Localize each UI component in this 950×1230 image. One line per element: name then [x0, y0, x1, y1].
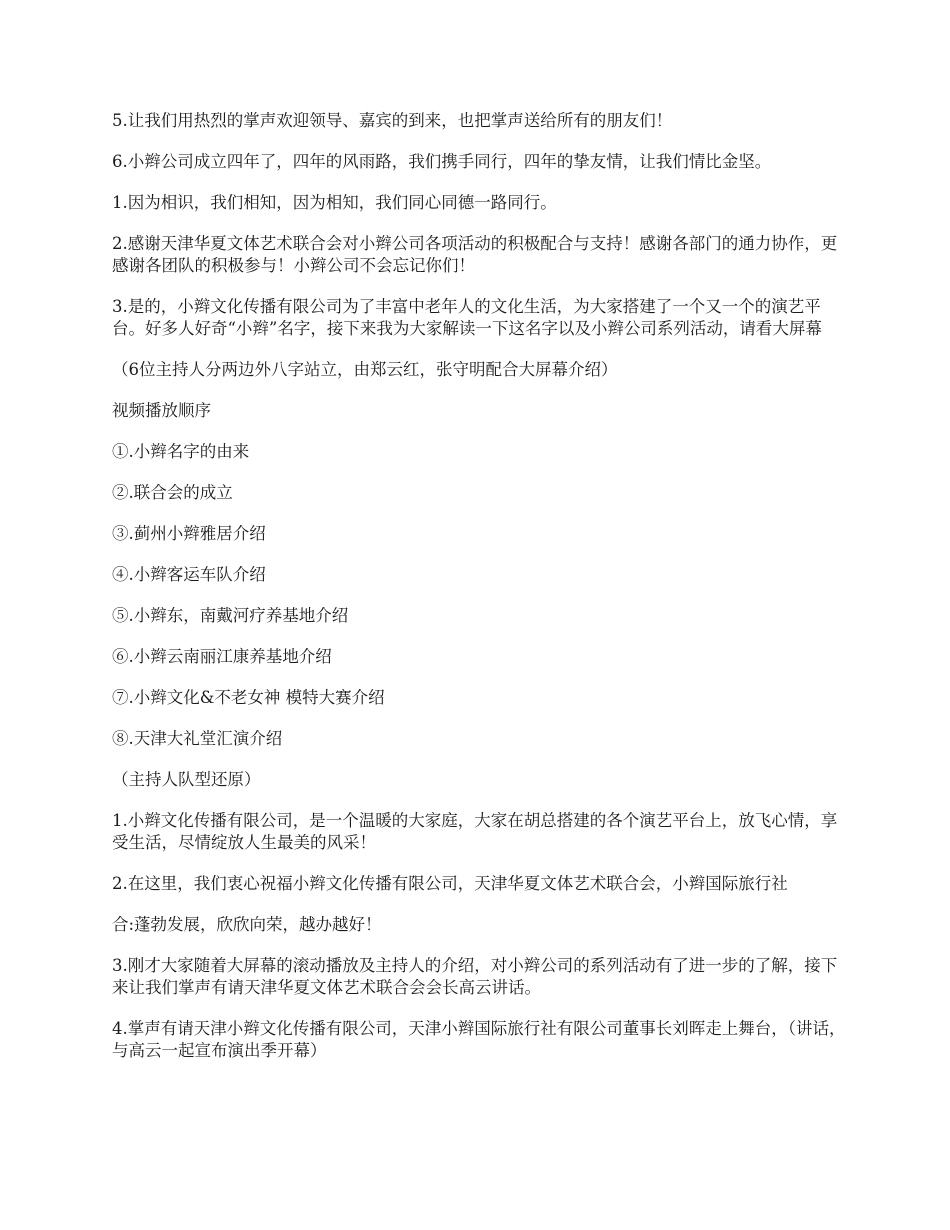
paragraph-video-order-heading: 视频播放顺序	[112, 401, 211, 420]
list-item-video-4: ④.小辫客运车队介绍	[112, 565, 266, 584]
paragraph-chorus: 合:蓬勃发展，欣欣向荣，越办越好！	[112, 915, 382, 934]
paragraph-four-years: 6.小辫公司成立四年了，四年的风雨路，我们携手同行，四年的挚友情，让我们情比金坚。	[112, 152, 772, 171]
list-item-video-1: ①.小辫名字的由来	[112, 442, 250, 461]
paragraph-company-intro: 3.是的，小辫文化传播有限公司为了丰富中老年人的文化生活，为大家搭建了一个又一个的演艺平台。好多人好奇“小辫”名字，接下来我为大家解读一下这名字以及小辫公司系列活动，请看大屏幕	[112, 297, 822, 338]
paragraph-invite-chairman: 4.掌声有请天津小辫文化传播有限公司，天津小辫国际旅行社有限公司董事长刘晖走上舞台，（讲话，与高云一起宣布演出季开幕）	[112, 1019, 846, 1060]
paragraph-blessing: 2.在这里，我们衷心祝福小辫文化传播有限公司，天津华夏文体艺术联合会，小辫国际旅行社	[112, 874, 788, 893]
paragraph-stage-direction-restore: （主持人队型还原）	[112, 770, 261, 789]
list-item-video-2: ②.联合会的成立	[112, 483, 233, 502]
document-page	[112, 110, 848, 1081]
paragraph-invite-gaoyun: 3.刚才大家随着大屏幕的滚动播放及主持人的介绍，对小辫公司的系列活动有了进一步的了解，接下来让我们掌声有请天津华夏文体艺术联合会会长高云讲话。	[112, 956, 838, 997]
paragraph-stage-direction-hosts: （6位主持人分两边外八字站立，由郑云红，张守明配合大屏幕介绍）	[112, 360, 618, 379]
paragraph-acquaintance: 1.因为相识，我们相知，因为相知，我们同心同德一路同行。	[112, 193, 557, 212]
list-item-video-7: ⑦.小辫文化&不老女神 模特大赛介绍	[112, 688, 385, 707]
list-item-video-8: ⑧.天津大礼堂汇演介绍	[112, 729, 283, 748]
list-item-video-5: ⑤.小辫东，南戴河疗养基地介绍	[112, 606, 349, 625]
paragraph-welcome: 5.让我们用热烈的掌声欢迎领导、嘉宾的到来，也把掌声送给所有的朋友们！	[112, 111, 673, 130]
paragraph-warm-family: 1.小辫文化传播有限公司，是一个温暖的大家庭，大家在胡总搭建的各个演艺平台上，放飞心情，享受生活，尽情绽放人生最美的风采！	[112, 811, 838, 852]
list-item-video-3: ③.蓟州小辫雅居介绍	[112, 524, 266, 543]
paragraph-thanks: 2.感谢天津华夏文体艺术联合会对小辫公司各项活动的积极配合与支持！感谢各部门的通力协作，更感谢各团队的积极参与！小辫公司不会忘记你们！	[112, 234, 838, 275]
list-item-video-6: ⑥.小辫云南丽江康养基地介绍	[112, 647, 332, 666]
